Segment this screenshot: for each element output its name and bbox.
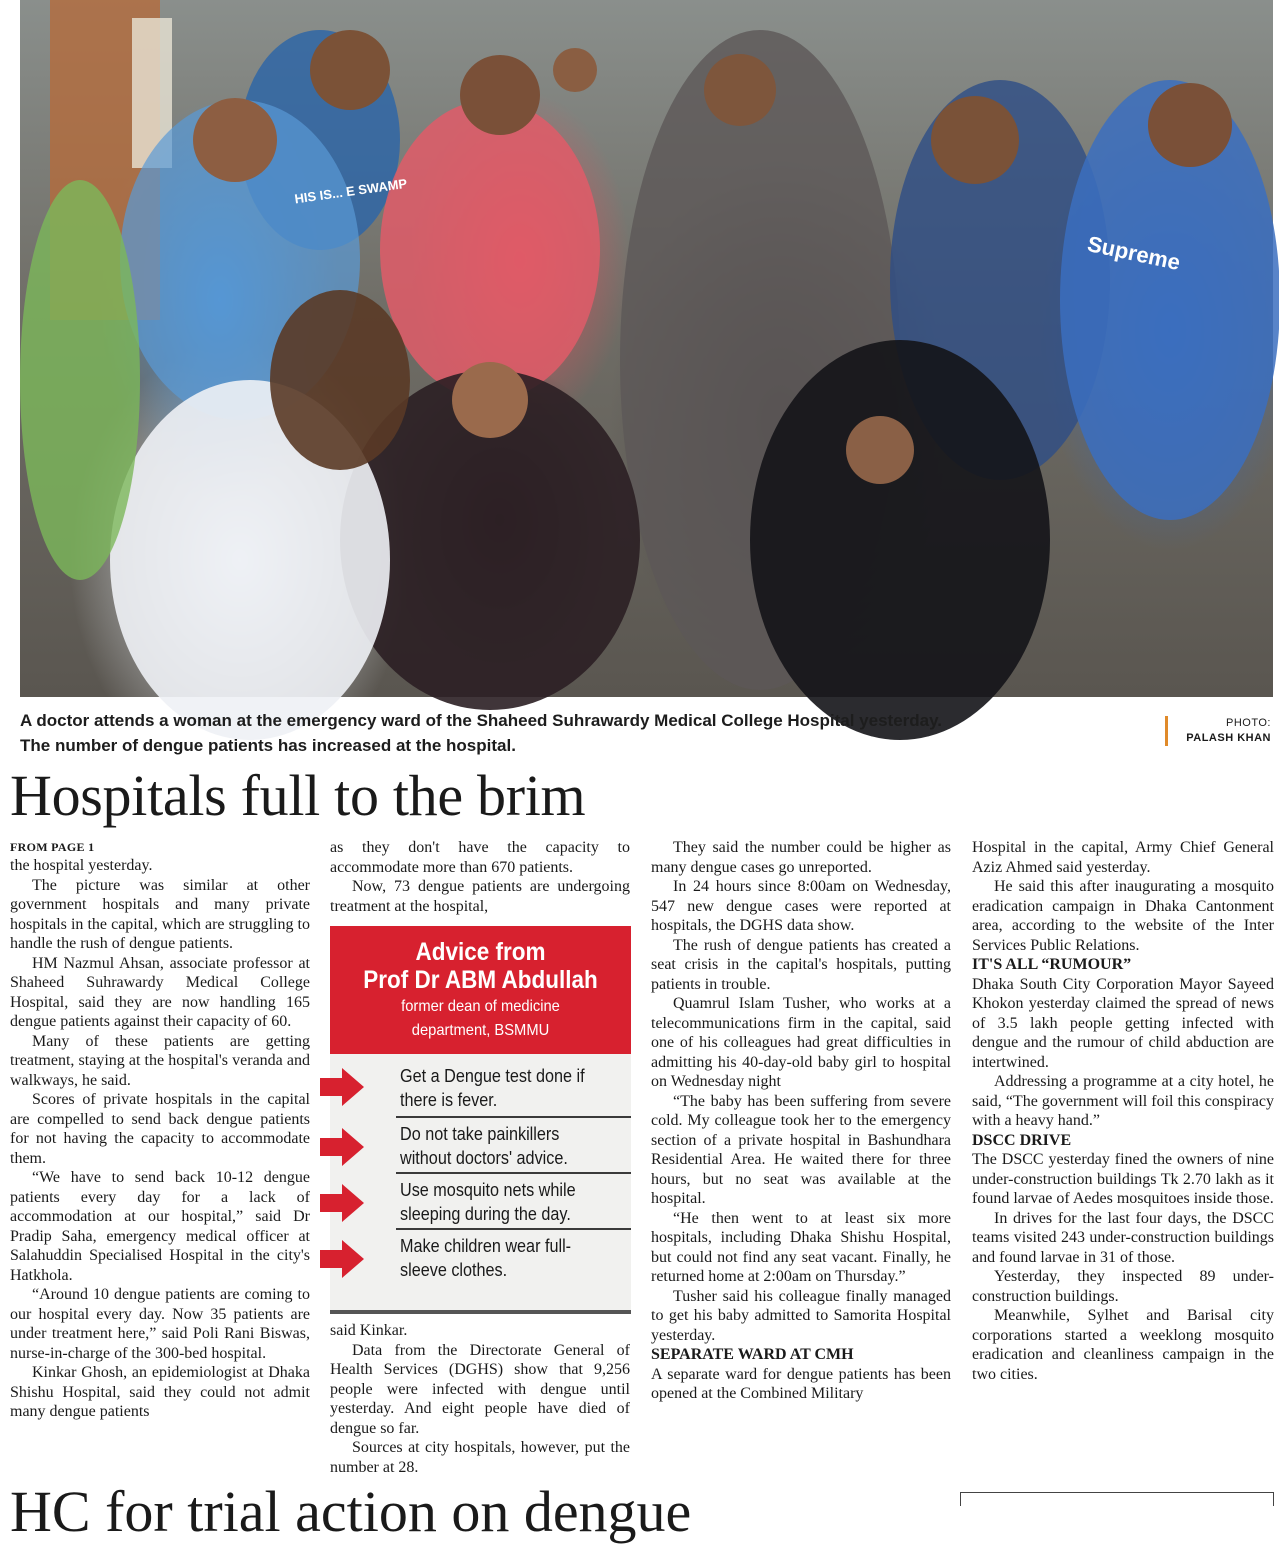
advice-title-line-2: Prof Dr ABM Abdullah bbox=[363, 966, 598, 994]
paragraph: In 24 hours since 8:00am on Wednesday, 547 new dengue cases were reported at hospitals, the DGHS data show. bbox=[651, 878, 951, 934]
article-column-2 bbox=[330, 838, 630, 916]
subheading: SEPARATE WARD AT CMH bbox=[651, 1346, 854, 1363]
paragraph: The DSCC yesterday fined the owners of nine under-construction buildings Tk 2.70 lakh as it found larvae of Aedes mosquitoes inside those. bbox=[972, 1151, 1274, 1207]
paragraph: Sources at city hospitals, however, put the number at 28. bbox=[330, 1439, 630, 1476]
shirt-logo-text: Supreme bbox=[1085, 231, 1183, 276]
paragraph: Kinkar Ghosh, an epidemiologist at Dhaka Shishu Hospital, said they could not admit many dengue patients bbox=[10, 1364, 310, 1420]
paragraph: Meanwhile, Sylhet and Barisal city corporations started a weeklong mosquito eradication and cleanliness campaign in the two cities. bbox=[972, 1307, 1274, 1383]
advice-box bbox=[330, 926, 631, 1314]
paragraph: The rush of dengue patients has created a seat crisis in the capital's hospitals, putting patients in trouble. bbox=[651, 936, 951, 993]
advice-tip bbox=[396, 1230, 631, 1286]
advice-tip-text: Do not take painkillers without doctors' advice. bbox=[400, 1124, 568, 1168]
next-story-headline: HC for trial action on dengue bbox=[10, 1479, 692, 1544]
article-column-1 bbox=[10, 838, 310, 1422]
paragraph: Addressing a programme at a city hotel, he said, “The government will foil this conspiracy with a heavy hand.” bbox=[972, 1073, 1274, 1129]
advice-tip-text: Use mosquito nets while sleeping during the day. bbox=[400, 1180, 576, 1224]
advice-tip-text: Get a Dengue test done if there is fever. bbox=[400, 1066, 585, 1110]
right-arrow-icon bbox=[320, 1240, 364, 1278]
paragraph: the hospital yesterday. bbox=[10, 857, 153, 874]
sidebar-box bbox=[960, 1492, 1274, 1506]
advice-subtitle-line-1: former dean of medicine bbox=[401, 998, 560, 1015]
advice-tip bbox=[396, 1174, 631, 1230]
news-photo bbox=[20, 0, 1273, 697]
credit-name: PALASH KHAN bbox=[1186, 732, 1271, 744]
advice-tips bbox=[330, 1054, 631, 1286]
subheading: IT'S ALL “RUMOUR” bbox=[972, 956, 1132, 973]
photo-illustration bbox=[20, 0, 1273, 697]
paragraph: Now, 73 dengue patients are undergoing treatment at the hospital, bbox=[330, 878, 630, 915]
paragraph: Hospital in the capital, Army Chief General Aziz Ahmed said yesterday. bbox=[972, 839, 1274, 876]
paragraph: Quamrul Islam Tusher, who works at a telecommunications firm in the capital, said one of his colleagues had great difficulties in admitting his 40-day-old baby girl to hospital on Wednesday night bbox=[651, 995, 951, 1090]
paragraph: “He then went to at least six more hospitals, including Dhaka Shishu Hospital, but could not find any seat vacant. Finally, he returned home at 2:00am on Thursday.” bbox=[651, 1209, 951, 1285]
right-arrow-icon bbox=[320, 1128, 364, 1166]
paragraph: “We have to send back 10-12 dengue patients every day for a lack of accommodation at our hospital,” said Dr Pradip Saha, emergency medical officer at Salahuddin Specialised Hospital in the city's Hatkhola. bbox=[10, 1169, 310, 1284]
caption-line-1: A doctor attends a woman at the emergency ward of the Shaheed Suhrawardy Medical College Hospital yesterday. bbox=[20, 711, 943, 730]
advice-tip bbox=[396, 1118, 631, 1174]
paragraph: He said this after inaugurating a mosquito eradication campaign in Dhaka Cantonment area, according to the website of the Inter Services Public Relations. bbox=[972, 878, 1274, 954]
paragraph: They said the number could be higher as many dengue cases go unreported. bbox=[651, 839, 951, 876]
advice-tip-text: Make children wear full-sleeve clothes. bbox=[400, 1236, 572, 1280]
right-arrow-icon bbox=[320, 1068, 364, 1106]
paragraph: Many of these patients are getting treatment, staying at the hospital's veranda and walkways, he said. bbox=[10, 1032, 310, 1089]
article-column-4 bbox=[972, 838, 1274, 1384]
paragraph: Tusher said his colleague finally managed to get his baby admitted to Samorita Hospital yesterday. bbox=[651, 1287, 951, 1344]
photo-caption bbox=[20, 708, 980, 758]
credit-label: PHOTO: bbox=[1226, 717, 1271, 729]
paragraph: as they don't have the capacity to accommodate more than 670 patients. bbox=[330, 839, 630, 876]
paragraph: In drives for the last four days, the DSCC teams visited 243 under-construction buildings and found larvae in 31 of those. bbox=[972, 1209, 1274, 1266]
paragraph: A separate ward for dengue patients has been opened at the Combined Military bbox=[651, 1365, 951, 1402]
advice-header bbox=[330, 926, 631, 1054]
paragraph: “Around 10 dengue patients are coming to our hospital every day. Now 35 patients are under treatment here,” said Poli Rani Biswas, nurse-in-charge of the 300-bed hospital. bbox=[10, 1286, 310, 1362]
right-arrow-icon bbox=[320, 1184, 364, 1222]
article-column-2-continued bbox=[330, 1321, 630, 1477]
tshirt-print-text: HIS IS... E SWAMP bbox=[293, 175, 408, 207]
subheading: DSCC DRIVE bbox=[972, 1131, 1072, 1149]
paragraph: Dhaka South City Corporation Mayor Sayeed Khokon yesterday claimed the spread of news of 3.5 lakh people getting infected with dengue and the rumour of child abduction are intertwined. bbox=[972, 975, 1274, 1071]
kicker: FROM PAGE 1 bbox=[10, 840, 95, 854]
article-headline: Hospitals full to the brim bbox=[10, 763, 586, 828]
paragraph: Scores of private hospitals in the capital are compelled to send back dengue patients for not having the capacity to accommodate them. bbox=[10, 1091, 310, 1167]
advice-title-line-1: Advice from bbox=[415, 938, 546, 966]
photo-credit bbox=[1165, 716, 1271, 746]
article-column-3 bbox=[651, 838, 951, 1404]
paragraph: The picture was similar at other government hospitals and many private hospitals in the capital, which are struggling to handle the rush of dengue patients. bbox=[10, 876, 310, 952]
advice-subtitle-line-2: department, BSMMU bbox=[411, 1022, 550, 1039]
paragraph: said Kinkar. bbox=[330, 1322, 408, 1339]
advice-tip bbox=[396, 1054, 631, 1118]
paragraph: “The baby has been suffering from severe cold. My colleague took her to the emergency section of a private hospital in Bashundhara Residential Area. He waited there for three hours, but no seat was available at the hospital. bbox=[651, 1092, 951, 1207]
paragraph: HM Nazmul Ahsan, associate professor at Shaheed Suhrawardy Medical College Hospital, said they are now handling 165 dengue patients against their capacity of 60. bbox=[10, 954, 310, 1030]
paragraph: Yesterday, they inspected 89 under-construction buildings. bbox=[972, 1268, 1274, 1305]
paragraph: Data from the Directorate General of Health Services (DGHS) show that 9,256 people were infected with dengue until yesterday. And eight people have died of dengue so far. bbox=[330, 1341, 630, 1437]
caption-line-2: The number of dengue patients has increased at the hospital. bbox=[20, 736, 516, 755]
